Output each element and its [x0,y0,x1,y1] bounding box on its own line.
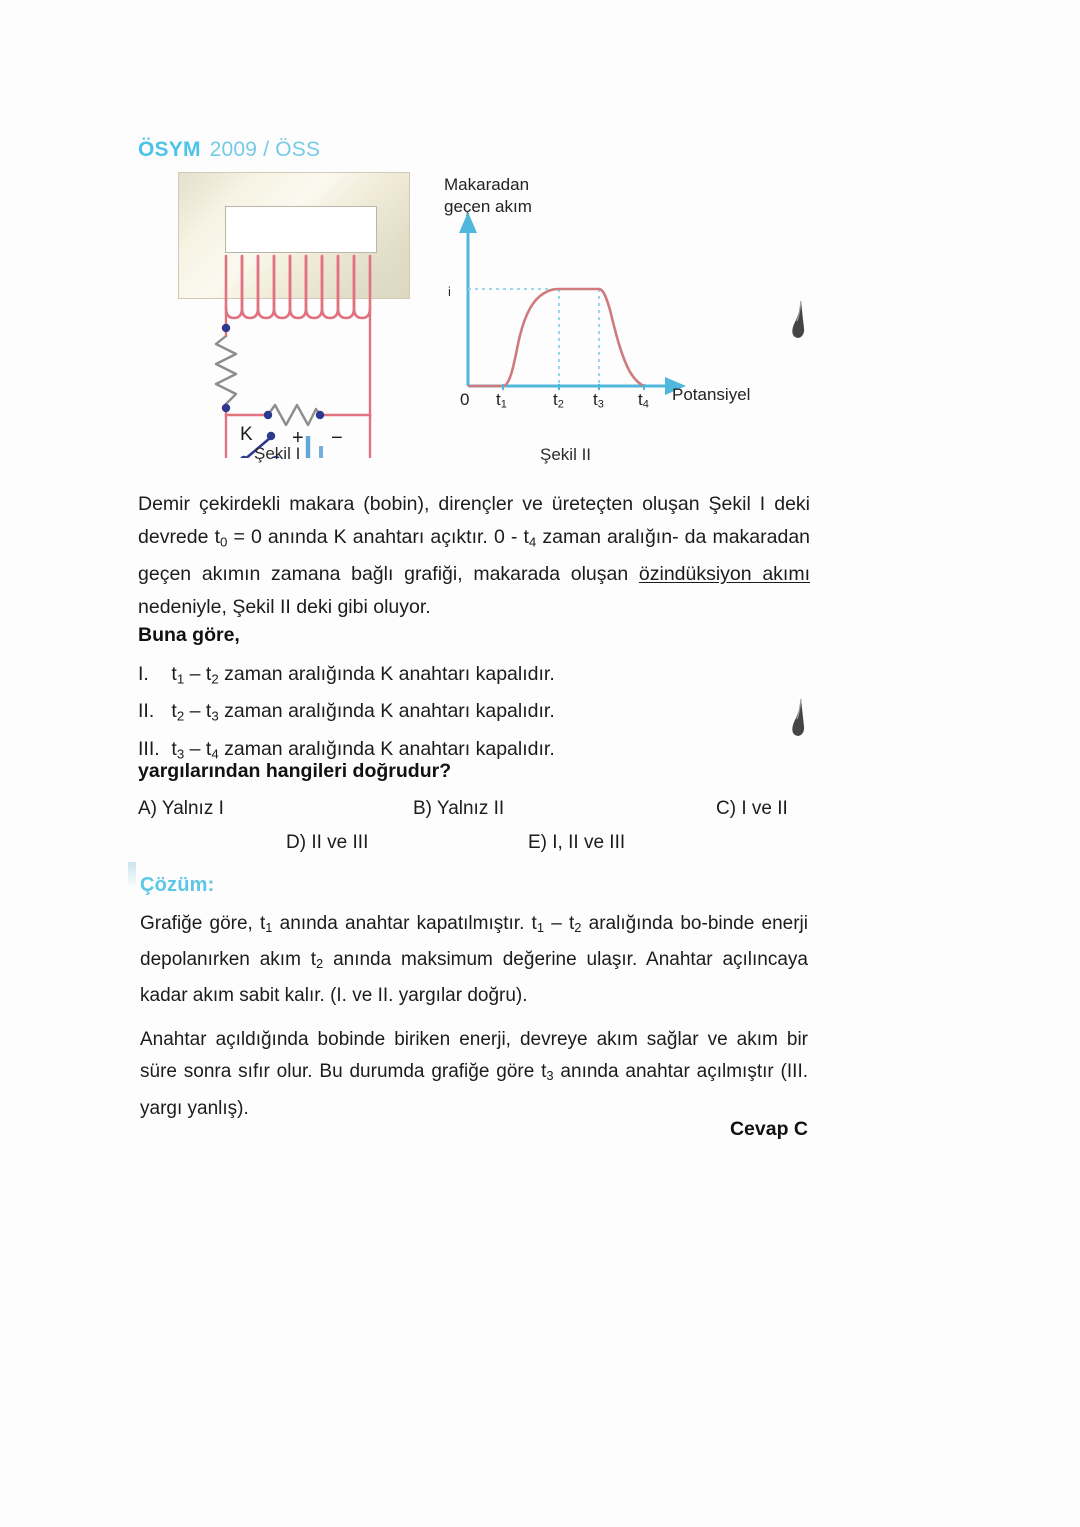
graph-x-axis-title: Potansiyel [672,385,751,404]
figure-2-caption: Şekil II [540,445,592,464]
statement-number-1: I. [138,663,149,685]
battery-plus-label: + [292,427,304,449]
battery-icon [308,436,321,458]
answer-choice-a[interactable]: A) Yalnız I [138,798,224,819]
figure-current-graph [440,168,790,468]
answer-choice-d[interactable]: D) II ve III [286,832,369,853]
graph-tick-0: 0 [460,390,470,409]
circuit-svg [168,168,420,458]
figures-band [0,168,1080,478]
graph-tick-t3: $t_3$ [593,390,604,411]
battery-minus-label: − [331,427,343,449]
vertical-resistor-icon [216,336,236,404]
statements-list [138,658,798,770]
question-lead-in: Buna göre, [138,624,240,646]
question-paragraph: Demir çekirdekli makara (bobin), dirençler ve üreteçten oluşan Şekil I deki devrede $t_0 = 0$ anında K anahtarı açıktır. $0 - t_4$ zaman aralığın‑ da makaradan geçen akımın zamana bağlı grafiği, makarada oluşan özindüksiyon akımı nedeniyle, Şekil II deki gibi oluyor. [138,493,811,619]
answer-choices-row-2 [138,832,810,860]
switch-label-K: K [240,424,253,445]
graph-i-value-label: i [448,284,451,299]
answer-choices-row-1 [138,798,810,826]
graph-axes [468,230,668,386]
statement-number-3: III. [138,737,160,760]
graph-tick-t1: $t_1$ [496,390,507,411]
coil-windings-icon [226,256,370,318]
graph-y-axis-title: Makaradan geçen akım [444,175,532,217]
solution-body [140,908,808,1137]
figure-1-caption: Şekil I [254,444,301,463]
solution-paragraph-1: Grafiğe göre, $t_1$ anında anahtar kapatılmıştır. $t_1 - t_2$ aralığında bo‑binde enerji depolanırken akım $t_2$ anında maksimum değerine ulaşır. Anahtar açılıncaya kadar akım sabit kalır. (I. ve II. yargılar doğru). [140,913,808,1007]
answer-choice-b[interactable]: B) Yalnız II [413,798,505,819]
underlined-term: özindüksiyon akımı [638,563,810,586]
answer-choice-e[interactable]: E) I, II ve III [528,832,626,853]
exam-organization: ÖSYM [138,138,201,161]
horizontal-resistor-icon [268,405,320,425]
statement-item-3: III. $t_3 - t_4$ zaman aralığında K anahtarı kapalıdır. [138,733,798,770]
scan-margin-mark [128,862,136,888]
current-curve [468,289,644,386]
statement-number-2: II. [138,700,155,723]
graph-tick-t4: $t_4$ [638,390,649,411]
figure-circuit-diagram [168,168,420,463]
answer-key: Cevap C [729,1118,808,1140]
statement-item-1: I. $t_1 - t_2$ zaman aralığında K anahtarı kapalıdır. [138,658,798,695]
solution-paragraph-2: Anahtar açıldığında bobinde biriken enerji, devreye akım sağlar ve akım bir süre sonra sıfır olur. Bu durumda grafiğe göre $t_3$ anında anahtar açılmıştır (III. yargı yanlış). [140,1029,808,1119]
answer-choice-c[interactable]: C) I ve II [716,798,788,819]
exam-reference: 2009 / ÖSS [209,138,321,161]
statement-item-2: II. $t_2 - t_3$ zaman aralığında K anahtarı kapalıdır. [138,695,798,732]
solution-heading: Çözüm: [140,874,215,896]
question-prompt: yargılarından hangileri doğrudur? [138,760,452,782]
graph-tick-t2: $t_2$ [553,390,564,411]
exam-source-header [138,138,320,162]
